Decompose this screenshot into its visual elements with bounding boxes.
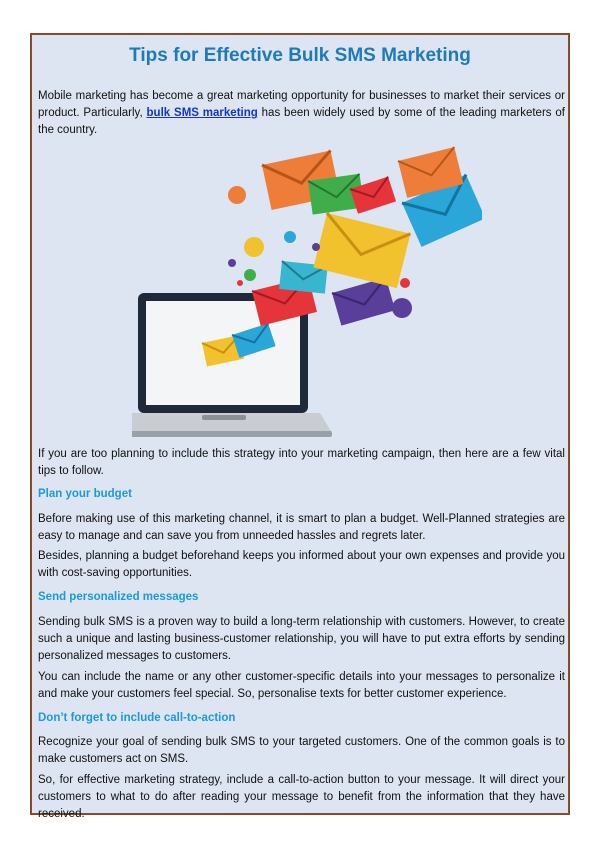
laptop-with-flying-email-envelopes-icon [132, 143, 482, 443]
section-paragraph: Recognize your goal of sending bulk SMS to your targeted customers. One of the common goals is to make customers act on SMS. [38, 736, 565, 765]
intro-paragraph: Mobile marketing has become a great marketing opportunity for businesses to market their services or product. Particularly, bulk SMS marketing has been widely used by some of the leading marketers of the country. [38, 90, 565, 136]
transition-paragraph: If you are too planning to include this strategy into your marketing campaign, then here are a few vital tips to follow. [38, 448, 565, 477]
section-paragraph: Besides, planning a budget beforehand keeps you informed about your own expenses and provide you with cost-saving opportunities. [38, 550, 565, 579]
section-paragraph: So, for effective marketing strategy, include a call-to-action button to your message. It will direct your customers to what to do after reading your message to benefit from the information that they have received. [38, 774, 565, 820]
document-page [30, 33, 570, 820]
section-paragraph: You can include the name or any other customer-specific details into your messages to personalize it and make your customers feel special. So, personalise texts for better customer experience. [38, 671, 565, 700]
section-paragraph: Before making use of this marketing channel, it is smart to plan a budget. Well-Planned strategies are easy to manage and can save you from unneeded hassles and regrets later. [38, 513, 565, 542]
section-heading-personalized-messages: Send personalized messages [38, 591, 199, 603]
section-heading-plan-budget: Plan your budget [38, 488, 132, 500]
section-heading-call-to-action: Don’t forget to include call-to-action [38, 712, 236, 724]
section-paragraph: Sending bulk SMS is a proven way to build a long-term relationship with customers. However, to create such a unique and lasting business-customer relationship, you will have to put extra efforts by sending personalized messages to customers. [38, 616, 565, 662]
bulk-sms-marketing-link[interactable]: bulk SMS marketing [146, 107, 258, 119]
page-title: Tips for Effective Bulk SMS Marketing [129, 45, 471, 66]
